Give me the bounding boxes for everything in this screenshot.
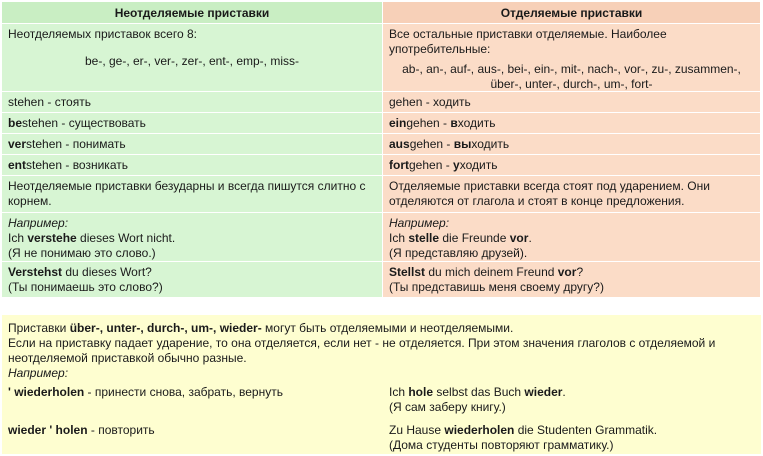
- right-rule: Отделяемые приставки всегда стоят под ударением. Они отделяются от глагола и стоят в конце предложения.: [383, 176, 761, 213]
- verb-root: gehen: [409, 158, 443, 172]
- text: могут быть отделяемыми и неотделяемыми.: [261, 321, 514, 335]
- translation: - понимать: [62, 137, 126, 151]
- left-sentence-1: [2, 213, 383, 262]
- text: Ich: [389, 385, 409, 399]
- left-sentence-2: [2, 262, 383, 298]
- right-sentence-2: [383, 262, 761, 298]
- sentence-translation: (Ты понимаешь это слово?): [8, 280, 163, 294]
- left-prefix-cell: [2, 24, 383, 92]
- prefix: be: [8, 116, 23, 130]
- dual-rule-line-2: неотделяемой приставкой обычно разные.: [8, 351, 247, 365]
- left-example-1: [2, 113, 383, 134]
- right-example-2: [383, 134, 761, 155]
- text: Ich: [389, 231, 409, 245]
- sentence-translation: (Ты представишь меня своему другу?): [389, 280, 604, 294]
- sentence: [389, 231, 754, 246]
- text: ?: [576, 265, 584, 279]
- text: selbst das Buch: [433, 385, 525, 399]
- verb: gehen: [389, 95, 423, 109]
- translation-root: ходить: [471, 137, 510, 151]
- stressed-verb: ' wiederholen: [8, 385, 85, 399]
- sentence: [389, 265, 754, 280]
- text: die Freunde: [439, 231, 510, 245]
- dash: -: [442, 158, 454, 172]
- left-count-text: Неотделяемых приставок всего 8:: [8, 27, 197, 41]
- translation: - возникать: [62, 158, 128, 172]
- sentence: [8, 231, 376, 246]
- dual-prefix-section: [2, 315, 761, 454]
- left-prefix-list: be-, ge-, er-, ver-, zer-, ent-, emp-, miss-: [84, 54, 300, 68]
- verb: stehen: [8, 95, 45, 109]
- highlight-verb: wiederholen: [444, 423, 515, 437]
- translation: - повторить: [87, 423, 155, 437]
- translation: - принести снова, забрать, вернуть: [84, 385, 283, 399]
- dual-prefix-list: über-, unter-, durch-, um-, wieder-: [69, 321, 262, 335]
- text: du dieses Wort?: [62, 265, 152, 279]
- translation: - существовать: [58, 116, 146, 130]
- translation-prefix: вы: [453, 137, 472, 151]
- translation-root: ходить: [459, 158, 498, 172]
- text: die Studenten Grammatik.: [514, 423, 658, 437]
- highlight-verb: Stellst: [389, 265, 426, 279]
- stressed-verb: wieder ' holen: [8, 423, 88, 437]
- wiederholen-inseparable: [8, 423, 155, 438]
- prefix: ein: [389, 116, 407, 130]
- prefix: fort: [389, 158, 409, 172]
- left-example-2: [2, 134, 383, 155]
- dual-intro-line: [8, 321, 513, 336]
- highlight-verb: hole: [408, 385, 434, 399]
- prefix: ent: [8, 158, 26, 172]
- text: Zu Hause: [389, 423, 445, 437]
- wiederholen-inseparable-translation: (Дома студенты повторяют грамматику.): [389, 438, 614, 452]
- example-label: Например:: [8, 216, 69, 230]
- wiederholen-separable-sentence: [389, 385, 566, 400]
- verb-root: stehen: [26, 158, 63, 172]
- wiederholen-inseparable-sentence: [389, 423, 657, 438]
- right-example-0: [383, 92, 761, 113]
- wiederholen-separable-translation: (Я сам заберу книгу.): [389, 400, 506, 414]
- highlight-prefix: vor: [509, 231, 529, 245]
- text: .: [562, 385, 566, 399]
- translation: - ходить: [422, 95, 471, 109]
- left-example-0: [2, 92, 383, 113]
- left-header: Неотделяемые приставки: [2, 2, 383, 24]
- example-label: Например:: [389, 216, 450, 230]
- right-sentence-1: [383, 213, 761, 262]
- translation-root: ходить: [457, 116, 496, 130]
- sentence-translation: (Я не понимаю это слово.): [8, 246, 156, 260]
- highlight-verb: Verstehst: [8, 265, 63, 279]
- left-rule: Неотделяемые приставки безударны и всегда пишутся слитно с корнем.: [2, 176, 383, 213]
- translation-prefix: у: [453, 158, 460, 172]
- dash: -: [439, 116, 451, 130]
- left-example-3: [2, 155, 383, 176]
- prefix: aus: [389, 137, 410, 151]
- example-label: Например:: [8, 366, 69, 380]
- verb-root: stehen: [22, 116, 59, 130]
- verb-root: stehen: [26, 137, 63, 151]
- sentence: [8, 265, 376, 280]
- highlight-verb: verstehe: [27, 231, 77, 245]
- verb-root: gehen: [409, 137, 444, 151]
- right-intro: Все остальные приставки отделяемые. Наиболее употребительные:: [389, 27, 667, 56]
- prefix: ver: [8, 137, 27, 151]
- dual-rule-line-1: Если на приставку падает ударение, то она отделяется, если нет - не отделяется. При этом значения глаголов с отделяемой и: [8, 336, 716, 350]
- text: .: [528, 231, 532, 245]
- section-divider: [2, 304, 761, 315]
- text: Приставки: [8, 321, 70, 335]
- right-header: Отделяемые приставки: [383, 2, 761, 24]
- highlight-prefix: vor: [557, 265, 577, 279]
- right-example-1: [383, 113, 761, 134]
- right-prefix-cell: [383, 24, 761, 92]
- text: Ich: [8, 231, 28, 245]
- right-prefix-list: ab-, an-, auf-, aus-, bei-, ein-, mit-, nach-, vor-, zu-, zusammen-, über-, unter-, durch-, um-, fort-: [402, 62, 741, 91]
- translation: - стоять: [44, 95, 91, 109]
- sentence-translation: (Я представляю друзей).: [389, 246, 528, 260]
- text: du mich deinem Freund: [425, 265, 558, 279]
- right-example-3: [383, 155, 761, 176]
- text: dieses Wort nicht.: [76, 231, 176, 245]
- wiederholen-separable: [8, 385, 283, 400]
- verb-root: gehen: [406, 116, 440, 130]
- dash: -: [443, 137, 454, 151]
- prefix-grid: [2, 2, 761, 298]
- highlight-verb: stelle: [408, 231, 440, 245]
- highlight-prefix: wieder: [524, 385, 563, 399]
- translation-prefix: в: [450, 116, 458, 130]
